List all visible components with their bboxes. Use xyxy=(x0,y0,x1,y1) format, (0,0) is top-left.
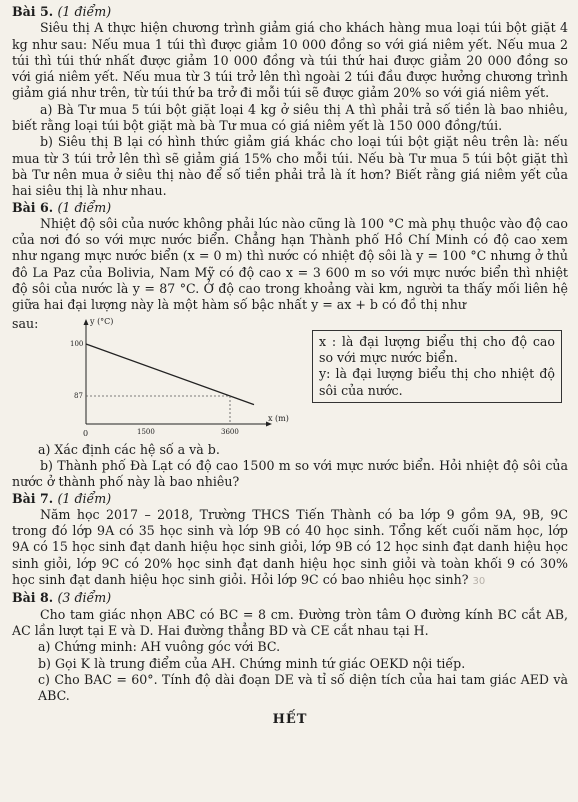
bai8-heading xyxy=(12,590,568,606)
bai7-body: Năm học 2017 – 2018, Trường THCS Tiến Thành có ba lớp 9 gồm 9A, 9B, 9C trong đó lớp 9A có 35 học sinh và lớp 9B có 40 học sinh. Tổng kết cuối năm học, lớp 9A có 15 học sinh đạt danh hiệu học sinh giỏi, lớp 9B có 12 học sinh đạt danh hiệu học sinh giỏi, lớp 9C có 20% học sinh đạt danh hiệu học sinh giỏi và toàn khối 9 có 30% học sinh đạt danh hiệu học sinh giỏi. Hỏi lớp 9C có bao nhiêu học sinh? xyxy=(12,506,568,588)
bai6-intro: Nhiệt độ sôi của nước không phải lúc nào cũng là 100 °C mà phụ thuộc vào độ cao của nơi đó so với mực nước biển. Chẳng hạn Thành phố Hồ Chí Minh có độ cao xem như ngang mực nước biển (x = 0 m) thì nước có nhiệt độ sôi là y = 100 °C nhưng ở thủ đô La Paz của Bolivia, Nam Mỹ có độ cao x = 3 600 m so với mực nước biển thì nhiệt độ sôi của nước là y = 87 °C. Ở độ cao trong khoảng vài km, người ta thấy mối liên hệ giữa hai đại lượng này là một hàm số bậc nhất y = ax + b có đồ thị như xyxy=(12,215,568,313)
bai8-part-a: a) Chứng minh: AH vuông góc với BC. xyxy=(38,639,281,655)
bai8-points: (3 điểm) xyxy=(57,590,112,606)
bai8-part-b: b) Gọi K là trung điểm của AH. Chứng minh tứ giác OEKD nội tiếp. xyxy=(38,655,466,671)
bai5-part-b: b) Siêu thị B lại có hình thức giảm giá khác cho loại túi bột giặt nêu trên là: nếu mua từ 3 túi trở lên thì sẽ giảm giá 15% cho mỗi túi. Nếu bà Tư mua 5 túi bột giặt thì bà Tư nên mua ở siêu thị nào để số tiền phải trả là ít hơn? Biết rằng giá niêm yết của hai siêu thị là như nhau. xyxy=(12,134,568,199)
bai5-heading xyxy=(12,4,568,20)
boiling-point-graph xyxy=(52,316,289,440)
bai5-title: Bài 5. xyxy=(12,4,54,19)
bai6-title: Bài 6. xyxy=(12,199,54,215)
bai5-part-a: a) Bà Tư mua 5 túi bột giặt loại 4 kg ở siêu thị A thì phải trả số tiền là bao nhiêu, biết rằng loại túi bột giặt mà bà Tư mua có giá niêm yết là 150 000 đồng/túi. xyxy=(12,101,568,134)
bai5-intro: Siêu thị A thực hiện chương trình giảm giá cho khách hàng mua loại túi bột giặt 4 kg như sau: Nếu mua 1 túi thì được giảm 10 000 đồng so với giá niêm yết. Nếu mua 2 túi thì túi thứ nhất được giảm 10 000 đồng và túi thứ hai được giảm 20 000 đồng so với giá niêm yết. Nếu mua từ 3 túi trở lên thì ngoài 2 túi đầu được hưởng chương trình giảm giá như trên, từ túi thứ ba trở đi mỗi túi sẽ được giảm 20% so với giá niêm yết. xyxy=(12,20,568,101)
origin-label: 0 xyxy=(83,428,89,438)
bai8-part-c: c) Cho BAC = 60°. Tính độ dài đoạn DE và tỉ số diện tích của hai tam giác AED và ABC. xyxy=(38,671,568,704)
data-series-line xyxy=(86,344,254,405)
graph-intro-label: sau: xyxy=(12,315,39,331)
bai7-text xyxy=(12,507,568,590)
x-tick-label-1500: 1500 xyxy=(137,427,155,436)
bai7-heading xyxy=(12,491,568,507)
legend-y: y: là đại lượng biểu thị cho nhiệt độ sôi của nước. xyxy=(319,366,555,398)
x-tick-label-3600: 3600 xyxy=(221,427,239,436)
x-axis-label: x (m) xyxy=(268,413,289,423)
bai6-part-b: b) Thành phố Đà Lạt có độ cao 1500 m so với mực nước biển. Hỏi nhiệt độ sôi của nước ở thành phố này là bao nhiêu? xyxy=(12,457,568,490)
legend-x: x : là đại lượng biểu thị cho độ cao so với mực nước biển. xyxy=(319,333,555,365)
line-chart xyxy=(52,316,289,440)
bai5-points: (1 điểm) xyxy=(57,4,112,19)
end-marker: HẾT xyxy=(272,712,308,728)
bai8-title: Bài 8. xyxy=(12,590,54,606)
bai8-intro: Cho tam giác nhọn ABC có BC = 8 cm. Đường tròn tâm O đường kính BC cắt AB, AC lần lượt tại E và D. Hai đường thẳng BD và CE cắt nhau tại H. xyxy=(12,606,568,638)
bai6-part-a: a) Xác định các hệ số a và b. xyxy=(38,441,220,457)
y-tick-label-87: 87 xyxy=(74,391,83,400)
graph-legend-box xyxy=(312,330,562,403)
bai6-heading xyxy=(12,200,568,216)
bai7-title: Bài 7. xyxy=(12,490,54,506)
y-tick-label-100: 100 xyxy=(70,339,84,348)
y-axis-arrow xyxy=(84,319,89,325)
y-axis-label: y (°C) xyxy=(90,316,114,326)
handwritten-note: 30 xyxy=(472,576,486,588)
bai6-points: (1 điểm) xyxy=(57,199,112,215)
bai6-graph-row xyxy=(12,316,568,440)
bai7-points: (1 điểm) xyxy=(57,490,112,506)
